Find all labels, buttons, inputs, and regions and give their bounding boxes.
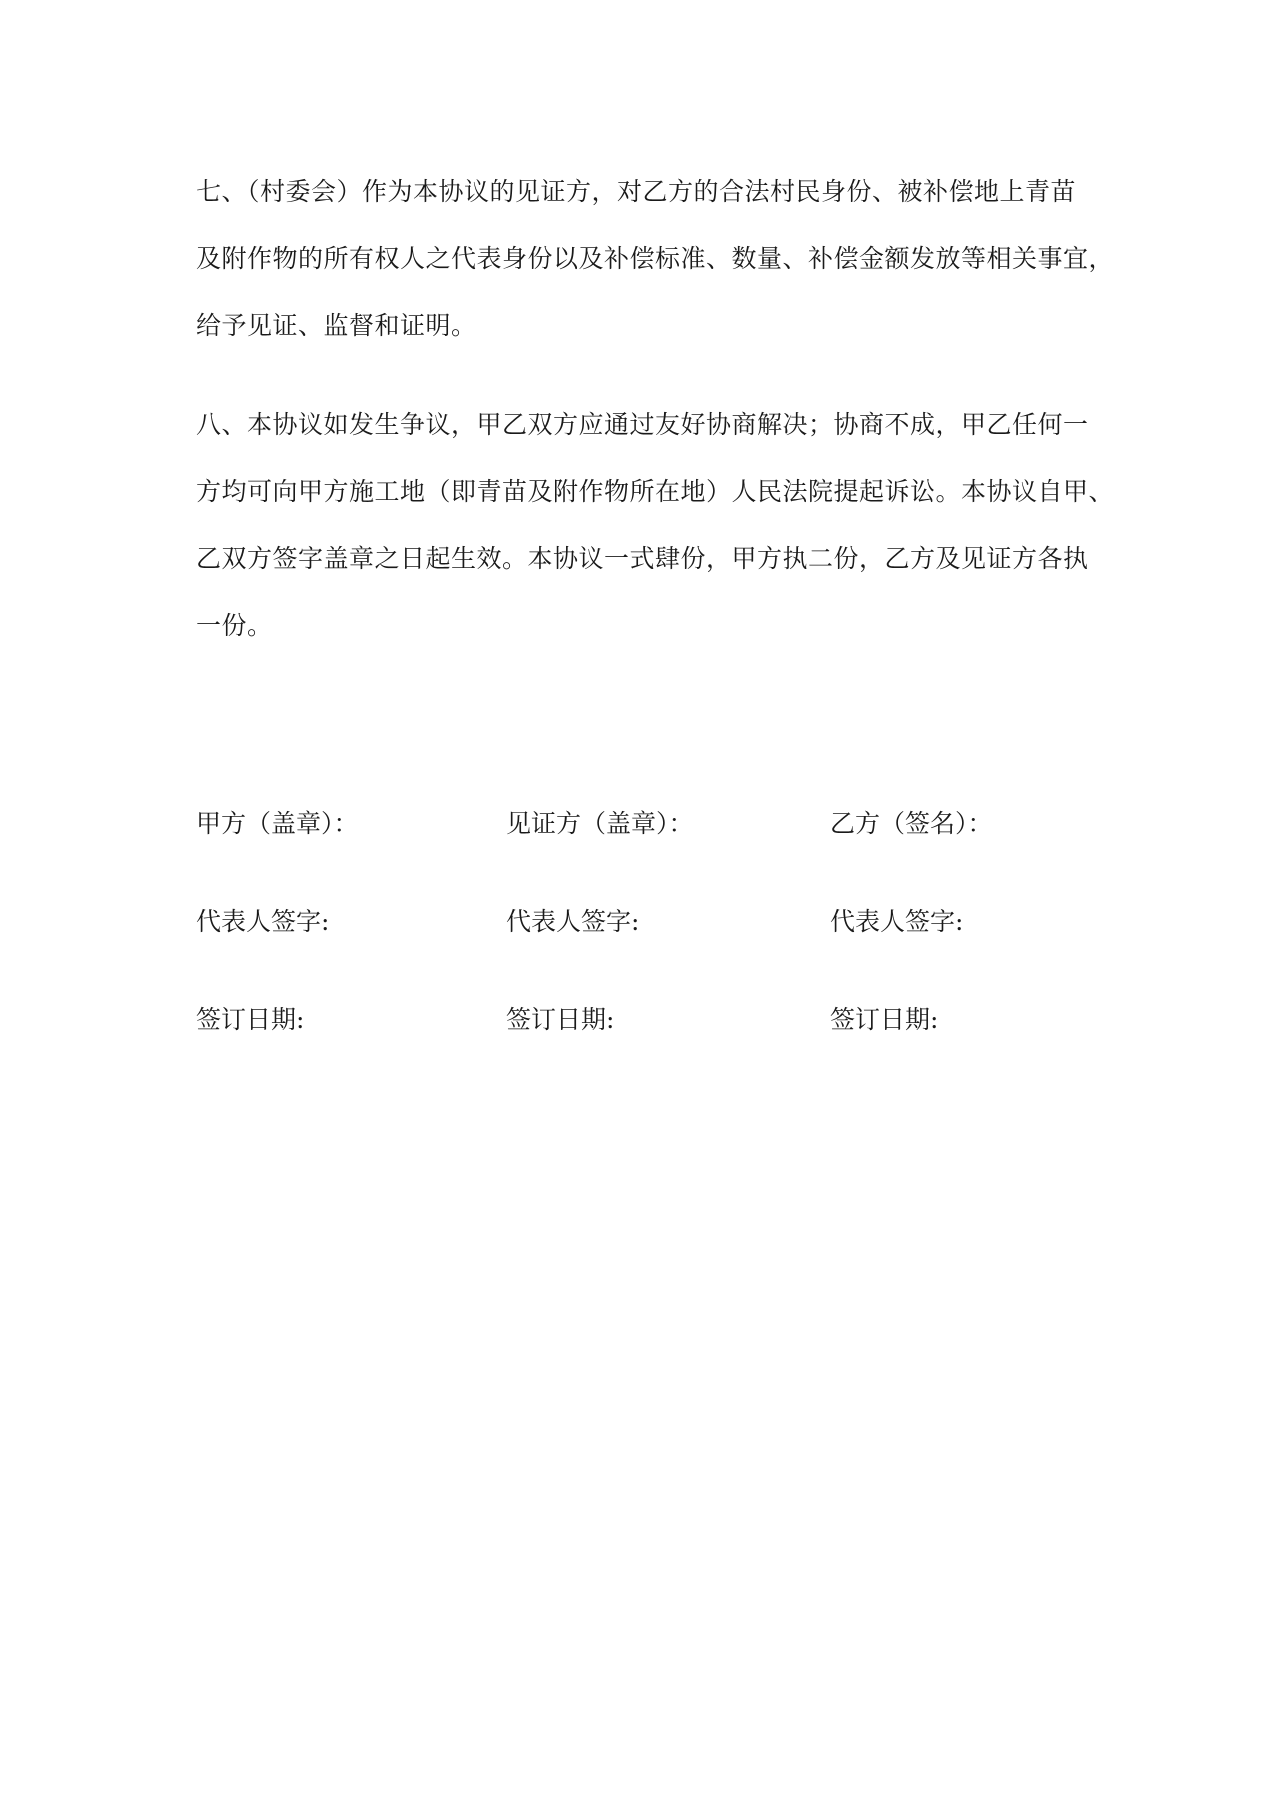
- signature-seal-row: [196, 804, 1096, 844]
- signature-representative-row: [196, 902, 1096, 942]
- clause-7-line: 七、（村委会）作为本协议的见证方，对乙方的合法村民身份、被补偿地上青苗: [196, 177, 1077, 206]
- witness-seal-label: 见证方（盖章）：: [506, 809, 694, 838]
- party-b-representative-label: 代表人签字:: [830, 907, 964, 936]
- party-b-date-label: 签订日期:: [830, 1005, 939, 1034]
- clause-7-line: 给予见证、监督和证明。: [196, 311, 477, 340]
- clause-8-line: 方均可向甲方施工地（即青苗及附作物所在地）人民法院提起诉讼。本协议自甲、: [196, 477, 1115, 506]
- clause-8-line: 八、本协议如发生争议，甲乙双方应通过友好协商解决；协商不成，甲乙任何一: [196, 410, 1089, 439]
- witness-representative-label: 代表人签字:: [506, 907, 640, 936]
- party-a-date-label: 签订日期:: [196, 1005, 305, 1034]
- party-a-seal-label: 甲方（盖章）：: [196, 809, 359, 838]
- witness-date-label: 签订日期:: [506, 1005, 615, 1034]
- party-a-representative-label: 代表人签字:: [196, 907, 330, 936]
- clause-8-paragraph: [196, 391, 1115, 659]
- clause-8-line: 乙双方签字盖章之日起生效。本协议一式肆份，甲方执二份，乙方及见证方各执: [196, 544, 1089, 573]
- clause-8-line: 一份。: [196, 611, 273, 640]
- clause-7-paragraph: [196, 158, 1115, 359]
- party-b-signature-label: 乙方（签名）：: [830, 809, 993, 838]
- clause-7-line: 及附作物的所有权人之代表身份以及补偿标准、数量、补偿金额发放等相关事宜，: [196, 244, 1115, 273]
- signature-date-row: [196, 1000, 1096, 1040]
